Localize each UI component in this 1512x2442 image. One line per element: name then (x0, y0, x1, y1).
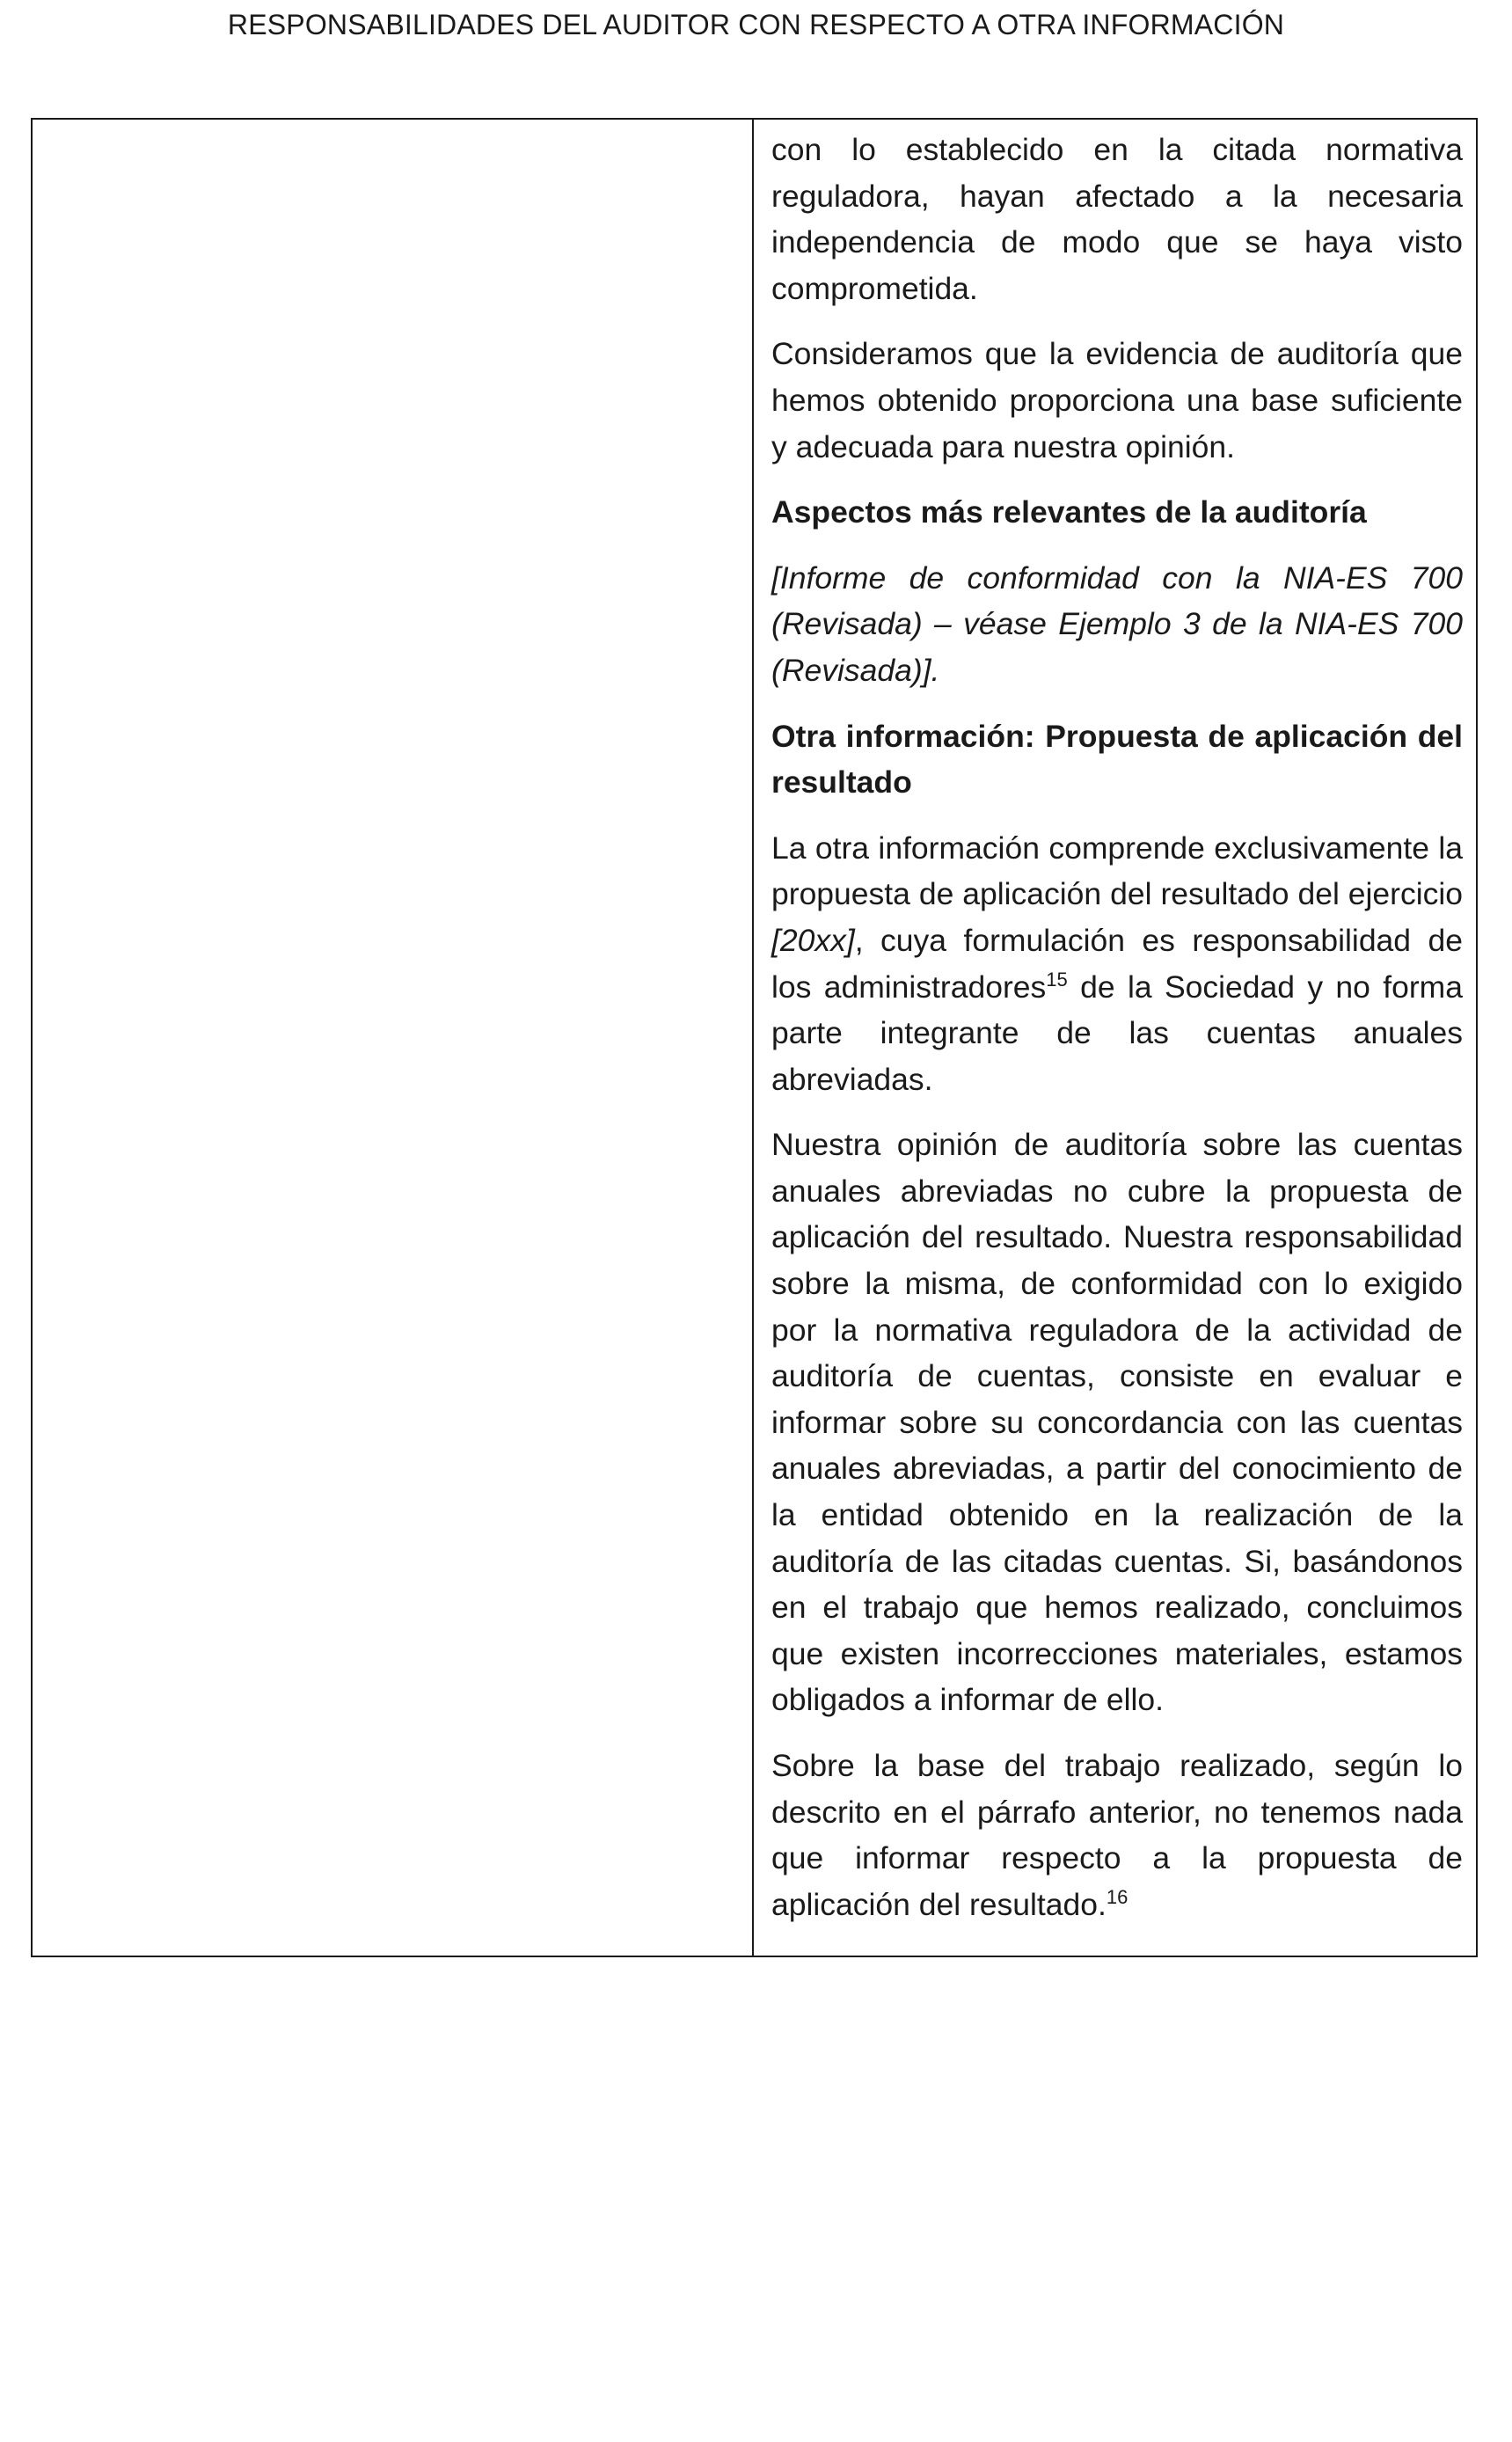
right-column (771, 127, 1463, 1947)
paragraph-auditor-responsibility: Nuestra opinión de auditoría sobre las cuentas anuales abreviadas no cubre la propuesta de aplicación del resultado. Nuestra responsabilidad sobre la misma, de conformidad con lo exigido por la normativa reguladora de la actividad de auditoría de cuentas, consiste en evaluar e informar sobre su concordancia con las cuentas anuales abreviadas, a partir del conocimiento de la entidad obtenido en la realización de la auditoría de las citadas cuentas. Si, basándonos en el trabajo que hemos realizado, concluimos que existen incorrecciones materiales, estamos obligados a informar de ello. (771, 1127, 1463, 1718)
footnote-ref-15: 15 (1046, 968, 1068, 991)
heading-key-audit-matters: Aspectos más relevantes de la auditoría (771, 494, 1367, 530)
text-segment: Sobre la base del trabajo realizado, según lo descrito en el párrafo anterior, no tenemos nada que informar respecto a la propuesta de aplicación del resultado. (771, 1748, 1463, 1922)
left-column-empty (33, 120, 754, 1956)
text-segment: La otra información comprende exclusivamente la propuesta de aplicación del resultado del ejercicio (771, 830, 1463, 912)
paragraph-nia-reference: [Informe de conformidad con la NIA-ES 700 (Revisada) – véase Ejemplo 3 de la NIA-ES 700 (Revisada)]. (771, 559, 1463, 688)
running-header: RESPONSABILIDADES DEL AUDITOR CON RESPECTO A OTRA INFORMACIÓN (227, 9, 1285, 40)
paragraph-conclusion (771, 1743, 1463, 1927)
paragraph-independence: con lo establecido en la citada normativa reguladora, hayan afectado a la necesaria independencia de modo que se haya visto comprometida. (771, 132, 1463, 306)
text-segment: , cuya formulación es responsabilidad de los administradores (771, 922, 1463, 1005)
text-segment: de la Sociedad y no forma parte integrante de las cuentas anuales abreviadas. (771, 969, 1463, 1097)
year-placeholder: [20xx] (771, 922, 855, 958)
heading-other-information: Otra información: Propuesta de aplicación del resultado (771, 718, 1463, 801)
paragraph-evidence: Consideramos que la evidencia de auditoría que hemos obtenido proporciona una base suficiente y adecuada para nuestra opinión. (771, 336, 1463, 464)
paragraph-other-information-scope (771, 825, 1463, 1103)
footnote-ref-16: 16 (1106, 1885, 1129, 1908)
content-table (31, 118, 1478, 1957)
